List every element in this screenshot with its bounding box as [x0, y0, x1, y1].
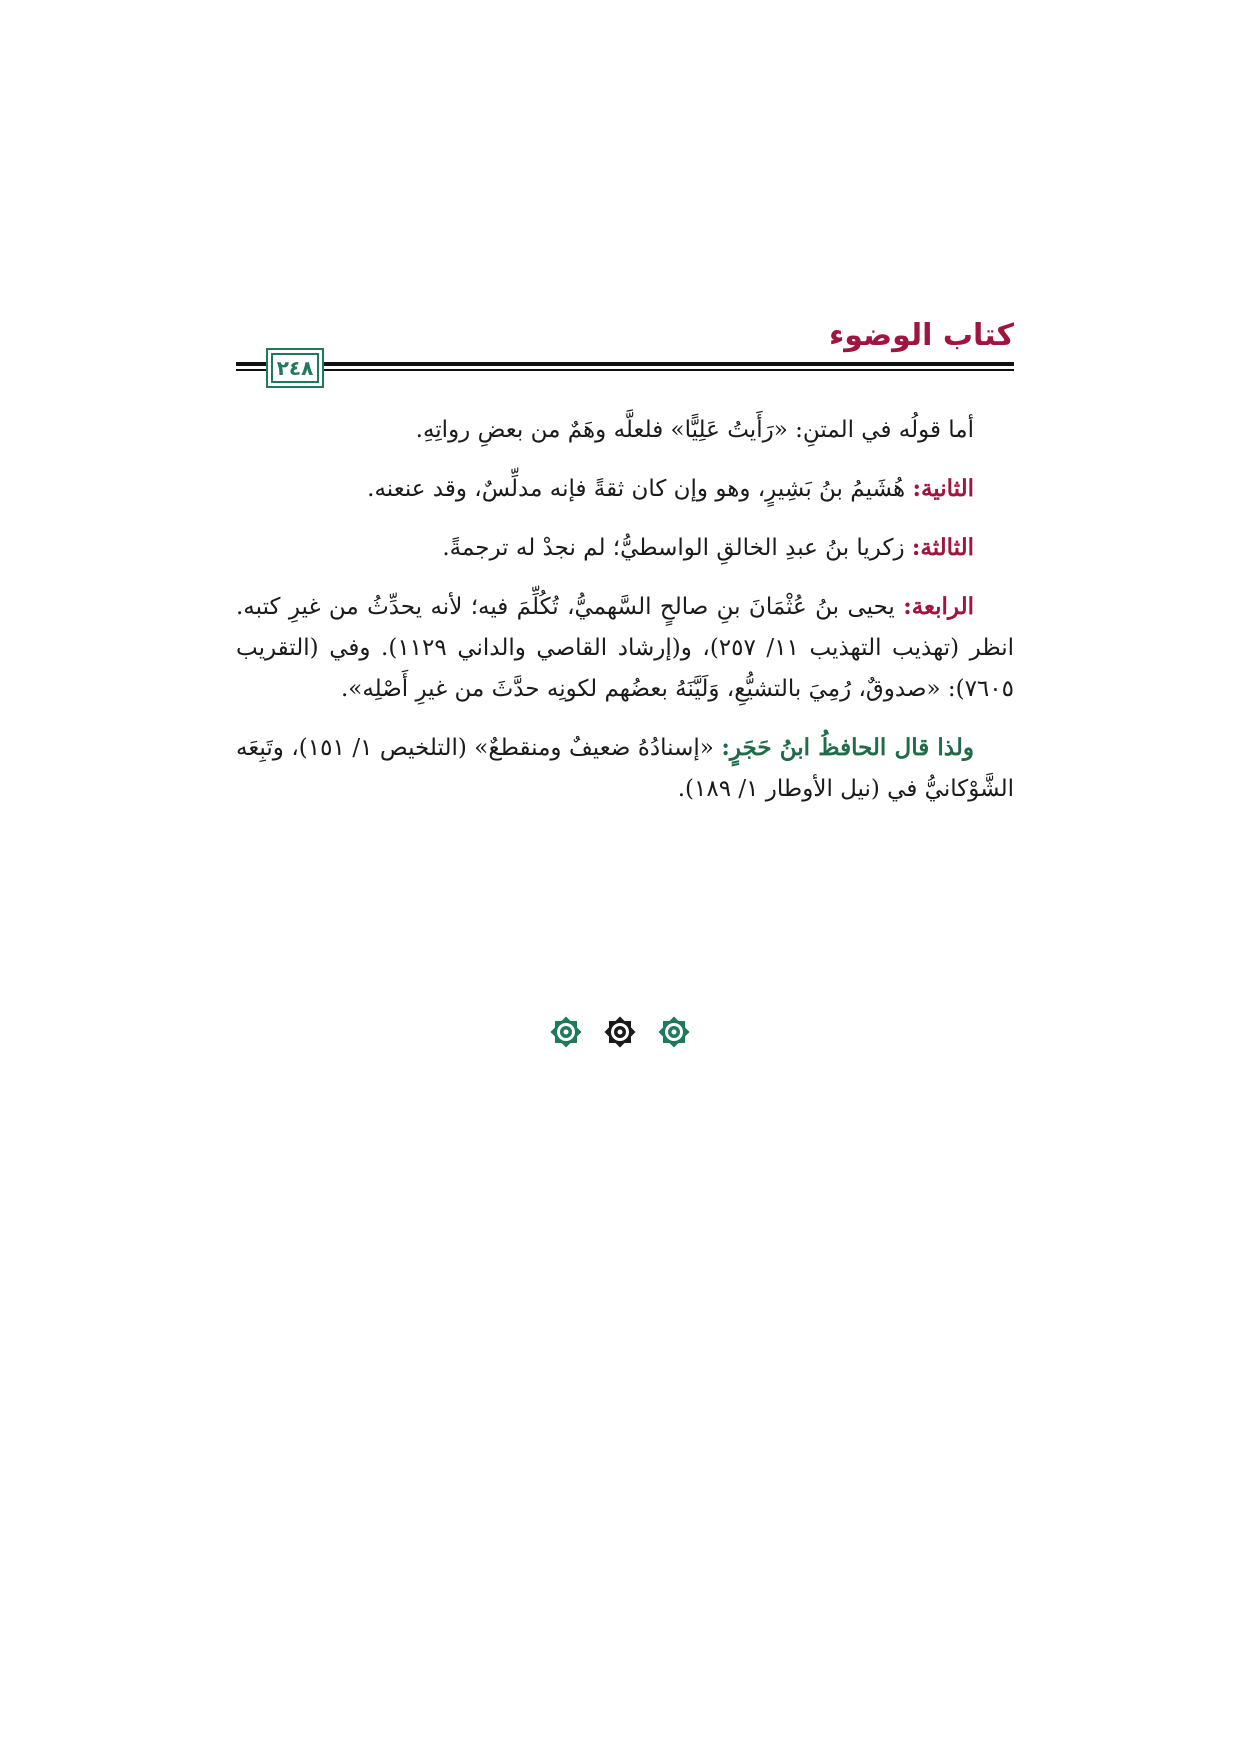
paragraph-text: هُشَيمُ بنُ بَشِيرٍ، وهو وإن كان ثقةً فإنه مدلِّسٌ، وقد عنعنه. — [367, 476, 913, 502]
paragraph-third — [236, 527, 1014, 569]
section-end-ornaments — [0, 1012, 1240, 1052]
paragraph-label: الثالثة: — [911, 534, 974, 561]
page-number: ٢٤٨ — [276, 356, 314, 380]
paragraph-fourth — [236, 586, 1014, 710]
book-title: كتاب الوضوء — [828, 318, 1014, 353]
ornament-icon — [546, 1012, 586, 1052]
page-number-frame — [266, 348, 324, 388]
paragraph-label: الرابعة: — [903, 593, 974, 620]
paragraph-matn — [236, 410, 1014, 451]
paragraph-text: أما قولُه في المتنِ: «رَأَيتُ عَلِيًّا» فلعلَّه وهَمٌ من بعضِ رواتِهِ. — [415, 417, 974, 443]
header-rule-thick — [236, 362, 1014, 366]
paragraph-label: ولذا قال الحافظُ ابنُ حَجَرٍ: — [721, 734, 974, 761]
page-header — [236, 318, 1014, 390]
paragraph-conclusion — [236, 727, 1014, 810]
main-text — [236, 410, 1014, 827]
paragraph-text: «إسنادُهُ ضعيفٌ ومنقطعٌ» (التلخيص ١/ ١٥١)، وتَبِعَه الشَّوْكانيُّ في (نيل الأوطار ١/ ١٨٩). — [236, 735, 1014, 802]
paragraph-text: زكريا بنُ عبدِ الخالقِ الواسطيُّ؛ لم نجدْ له ترجمةً. — [442, 535, 912, 561]
paragraph-label: الثانية: — [912, 475, 974, 502]
ornament-icon — [654, 1012, 694, 1052]
paragraph-text: يحيى بنُ عُثْمَانَ بنِ صالحٍ السَّهميُّ، تُكُلِّمَ فيه؛ لأنه يحدِّثُ من غيرِ كتبه. انظر (تهذيب التهذيب ١١/ ٢٥٧)، و(إرشاد القاصي والداني ١١٢٩). وفي (التقريب ٧٦٠٥): «صدوقٌ، رُمِيَ بالتشيُّعِ، وَلَيَّنَهُ بعضُهم لكونِه حدَّثَ من غيرِ أَصْلِه». — [236, 594, 1014, 702]
ornament-icon — [600, 1012, 640, 1052]
header-rule-thin — [236, 369, 1014, 371]
paragraph-second — [236, 468, 1014, 510]
